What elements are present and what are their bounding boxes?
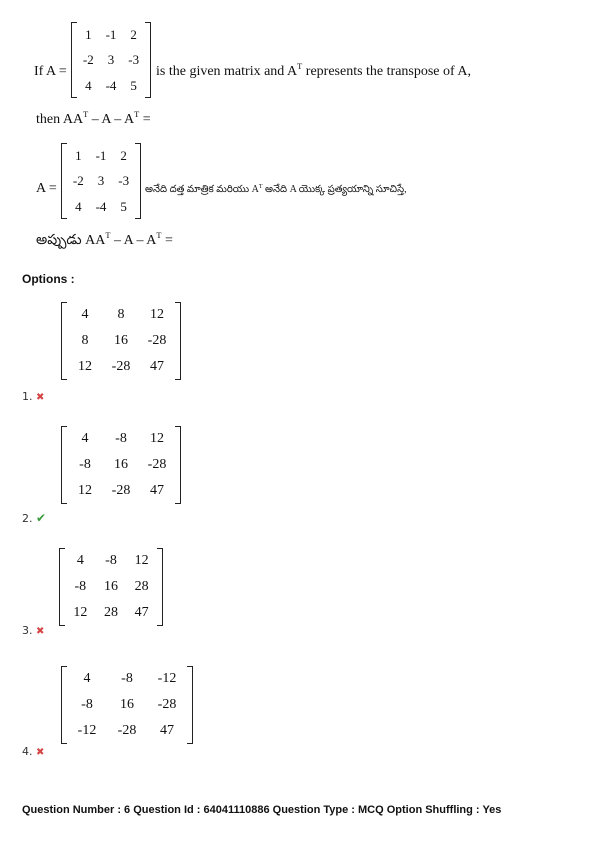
wrong-mark-icon: ✖ — [36, 747, 45, 758]
matrix-cell: -1 — [95, 148, 107, 163]
matrix-cell: -4 — [105, 77, 117, 93]
matrix-cell: 8 — [81, 333, 89, 348]
option-4-label[interactable]: 4. ✖ — [22, 745, 45, 758]
option-1-label[interactable]: 1. ✖ — [22, 390, 45, 403]
matrix-cell: -8 — [121, 671, 133, 686]
matrix-cell: 28 — [134, 579, 149, 594]
matrix-row — [61, 194, 141, 219]
matrix-row — [61, 478, 181, 504]
english-question-suffix: is the given matrix and $A^T$ represents the transpose of A, — [156, 62, 472, 79]
telugu-question-line2: అప్పుడు $AA^T$ – A – $A^T$ = — [36, 231, 173, 248]
telugu-matrix-prefix: A = — [36, 181, 57, 196]
matrix-cell: 4 — [81, 307, 89, 322]
matrix-row — [61, 718, 193, 744]
matrix-cell: 16 — [120, 697, 134, 712]
matrix-cell: -12 — [157, 671, 177, 686]
matrix-cell: -2 — [72, 173, 84, 189]
matrix-row — [71, 73, 151, 98]
matrix-cell: -8 — [115, 431, 127, 446]
wrong-mark-icon: ✖ — [36, 392, 45, 403]
matrix-cell: 16 — [114, 457, 128, 472]
matrix-cell: -3 — [128, 52, 140, 68]
option-2-matrix[interactable] — [61, 426, 181, 504]
matrix-row — [61, 666, 193, 692]
matrix-cell: 2 — [130, 27, 137, 42]
matrix-cell: 4 — [75, 198, 82, 214]
matrix-cell: 28 — [104, 605, 118, 620]
option-3-label[interactable]: 3. ✖ — [22, 624, 45, 637]
matrix-cell: 4 — [83, 671, 91, 686]
matrix-cell: 12 — [78, 483, 92, 498]
matrix-cell: -28 — [117, 723, 137, 738]
matrix-cell: 4 — [81, 431, 89, 446]
matrix-row — [61, 426, 181, 452]
matrix-cell: 1 — [75, 148, 82, 163]
matrix-cell: 47 — [150, 359, 164, 374]
matrix-cell: 12 — [150, 431, 164, 446]
english-question-line2: then $AA^T$ – A – $A^T$ = — [36, 110, 151, 127]
matrix-cell: -28 — [147, 457, 167, 472]
matrix-row — [61, 328, 181, 354]
matrix-row — [61, 168, 141, 193]
option-4-matrix — [61, 666, 193, 744]
matrix-cell: -4 — [95, 198, 107, 214]
matrix-cell: -12 — [77, 723, 97, 738]
matrix-cell: 4 — [85, 77, 92, 93]
matrix-row — [61, 452, 181, 478]
matrix-cell: 12 — [73, 605, 88, 620]
matrix-cell: -28 — [111, 483, 131, 498]
matrix-cell: 3 — [97, 173, 105, 189]
matrix-cell: 47 — [134, 605, 149, 620]
matrix-cell: -28 — [157, 697, 177, 712]
matrix-cell: 4 — [76, 553, 84, 568]
matrix-row — [61, 143, 141, 168]
options-heading: Options : — [22, 272, 75, 286]
matrix-cell: -28 — [111, 359, 131, 374]
matrix-row — [61, 692, 193, 718]
matrix-cell: 47 — [150, 483, 164, 498]
matrix-cell: -3 — [118, 173, 130, 189]
matrix-cell: 12 — [150, 307, 164, 322]
matrix-cell: -1 — [105, 27, 117, 42]
matrix-cell: 8 — [117, 307, 125, 322]
matrix-cell: -8 — [105, 553, 117, 568]
english-matrix-prefix: If A = — [34, 64, 67, 79]
matrix-cell: 12 — [78, 359, 92, 374]
matrix-cell: 47 — [160, 723, 174, 738]
matrix-row — [59, 548, 163, 574]
matrix-cell: -2 — [82, 52, 94, 68]
option-2-label[interactable]: 2. ✔ — [22, 511, 47, 525]
telugu-question-matrix — [61, 143, 141, 219]
matrix-cell: -8 — [74, 579, 87, 594]
matrix-row — [59, 574, 163, 600]
matrix-cell: 12 — [134, 553, 149, 568]
matrix-cell: 3 — [107, 52, 115, 68]
matrix-row — [71, 22, 151, 47]
correct-check-icon: ✔ — [36, 511, 47, 525]
option-1-matrix — [61, 302, 181, 380]
matrix-cell: -28 — [147, 333, 167, 348]
matrix-row — [71, 47, 151, 72]
matrix-cell: 16 — [104, 579, 118, 594]
matrix-row — [61, 354, 181, 380]
matrix-cell: -8 — [81, 697, 93, 712]
option-3-matrix — [59, 548, 163, 626]
english-question-matrix — [71, 22, 151, 98]
question-metadata-footer: Question Number : 6 Question Id : 64041110886 Question Type : MCQ Option Shuffling : Yes — [22, 804, 502, 816]
matrix-cell: 2 — [120, 148, 127, 163]
matrix-row — [61, 302, 181, 328]
matrix-cell: 16 — [114, 333, 128, 348]
matrix-cell: 5 — [130, 77, 137, 93]
matrix-cell: 5 — [120, 198, 127, 214]
telugu-question-suffix: అనేది దత్త మాత్రిక మరియు $A^T$ అనేది A యొక్క ప్రత్యయాన్ని సూచిస్తే, — [145, 183, 407, 195]
matrix-row — [59, 600, 163, 626]
wrong-mark-icon: ✖ — [36, 626, 45, 637]
matrix-cell: 1 — [85, 27, 92, 42]
matrix-cell: -8 — [79, 457, 91, 472]
